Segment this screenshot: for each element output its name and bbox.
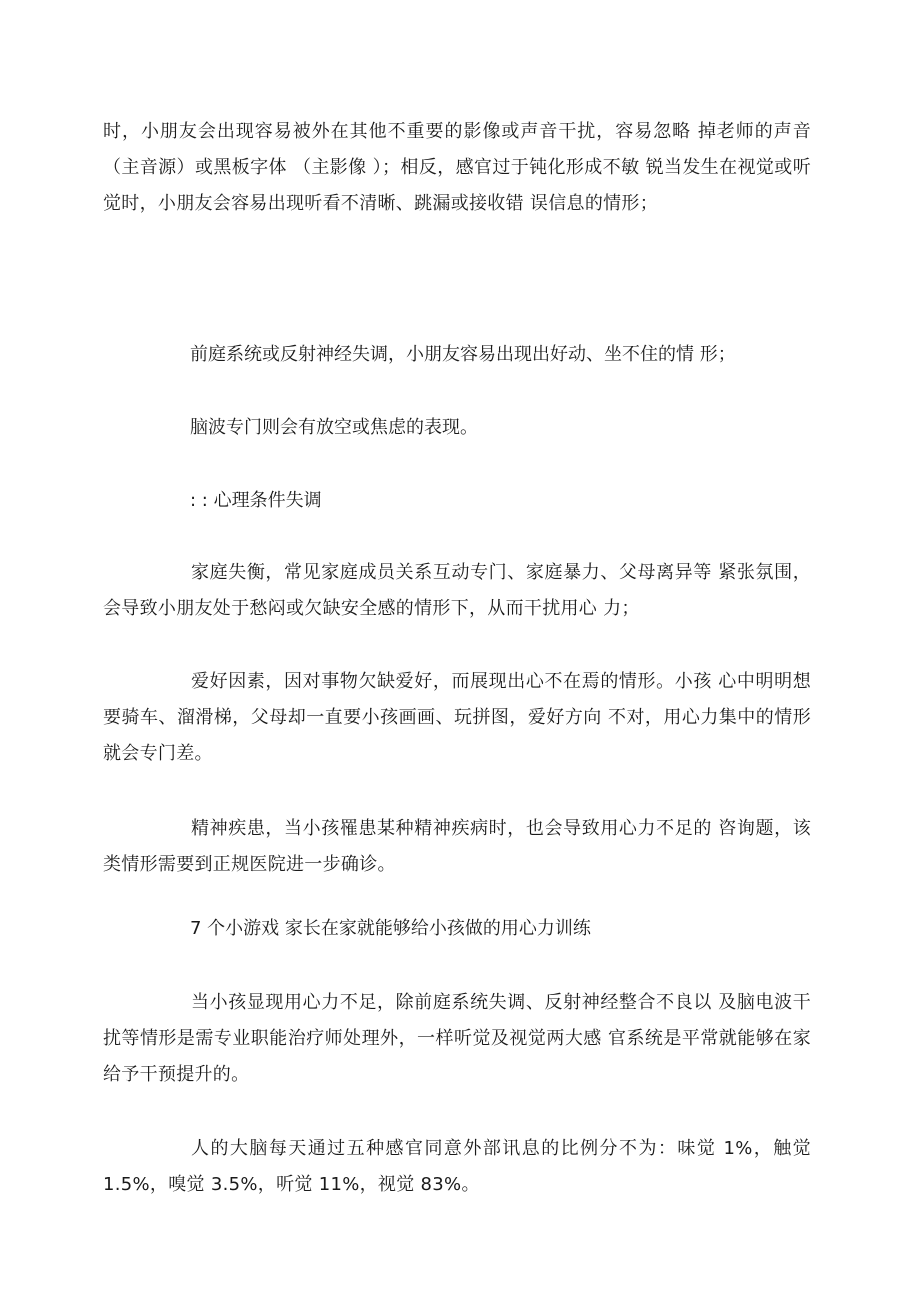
paragraph-brainwave: 脑波专门则会有放空或焦虑的表现。	[190, 417, 478, 438]
paragraph-family-imbalance: 家庭失衡，常见家庭成员关系互动专门、家庭暴力、父母离异等 紧张氛围，会导致小朋友处于愁闷或欠缺安全感的情形下，从而干扰用心 力；	[103, 562, 811, 619]
paragraph-sensory-overload: 时，小朋友会出现容易被外在其他不重要的影像或声音干扰，容易忽略 掉老师的声音 （主音源）或黑板字体 （主影像 ）；相反，感官过于钝化形成不敏 锐当发生在视觉或听觉时，小朋友会容易出现听看不清晰、跳漏或接收错 误信息的情形；	[103, 121, 811, 214]
paragraph-interest-factor: 爱好因素，因对事物欠缺爱好，而展现出心不在焉的情形。小孩 心中明明想要骑车、溜滑梯，父母却一直要小孩画画、玩拼图，爱好方向 不对，用心力集中的情形就会专门差。	[103, 671, 811, 764]
section-heading-games: 7 个小游戏 家长在家就能够给小孩做的用心力训练	[190, 918, 591, 939]
paragraph-training-intro: 当小孩显现用心力不足，除前庭系统失调、反射神经整合不良以 及脑电波干扰等情形是需专业职能治疗师处理外，一样听觉及视觉两大感 官系统是平常就能够在家给予干预提升的。	[103, 992, 811, 1085]
paragraph-mental-illness: 精神疾患，当小孩罹患某种精神疾病时，也会导致用心力不足的 咨询题，该类情形需要到正规医院进一步确诊。	[103, 818, 811, 875]
paragraph-sense-ratios: 人的大脑每天通过五种感官同意外部讯息的比例分不为：味觉 1%，触觉 1.5%，嗅觉 3.5%，听觉 11%，视觉 83%。	[103, 1138, 811, 1195]
section-heading-psychological: : : 心理条件失调	[190, 490, 322, 511]
paragraph-vestibular: 前庭系统或反射神经失调，小朋友容易出现出好动、坐不住的情 形；	[190, 344, 736, 365]
